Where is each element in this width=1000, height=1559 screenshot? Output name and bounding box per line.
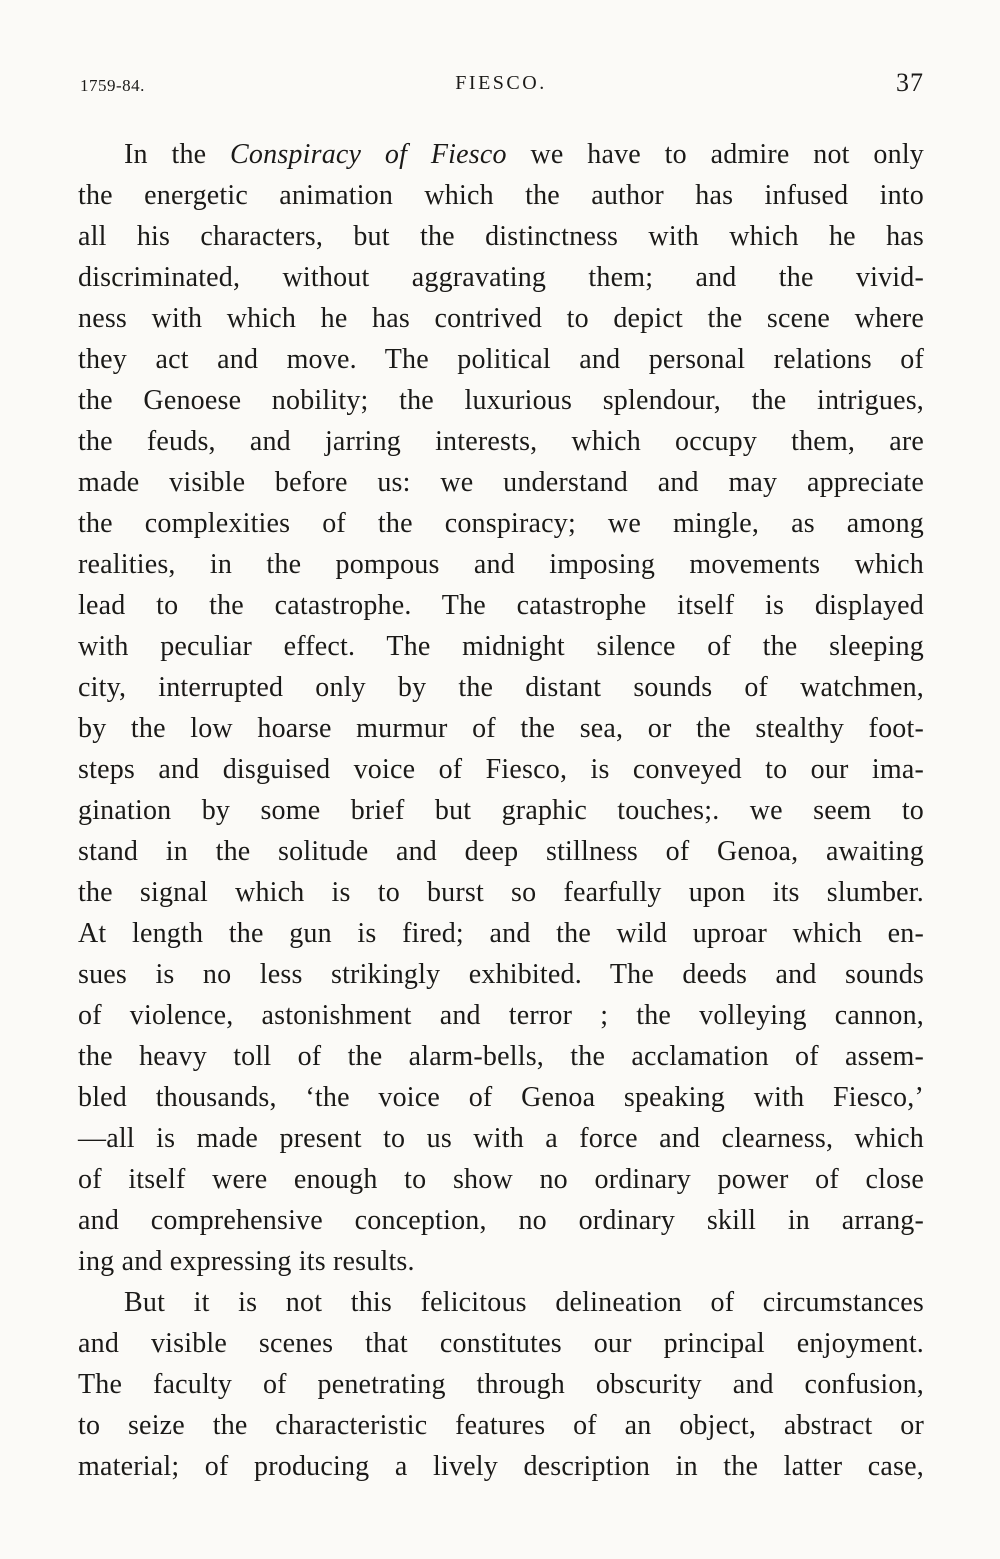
text-line: —all is made present to us with a force and clearness, which	[78, 1123, 924, 1154]
text-line: realities, in the pompous and imposing movements which	[78, 549, 924, 580]
page-body	[78, 134, 924, 1487]
text-line: But it is not this felicitous delineation of circumstances	[124, 1287, 924, 1318]
text-line: of violence, astonishment and terror ; the volleying cannon,	[78, 1000, 924, 1031]
page-header	[78, 66, 924, 110]
text-line: city, interrupted only by the distant sounds of watchmen,	[78, 672, 924, 703]
text-segment: In the	[124, 139, 231, 170]
text-line	[78, 134, 924, 175]
text-line: with peculiar effect. The midnight silence of the sleeping	[78, 631, 924, 662]
text-line: made visible before us: we understand and may appreciate	[78, 467, 924, 498]
text-line: ness with which he has contrived to depict the scene where	[78, 303, 924, 334]
paragraph	[78, 1282, 924, 1487]
text-line: the complexities of the conspiracy; we mingle, as among	[78, 508, 924, 539]
text-line: sues is no less strikingly exhibited. The deeds and sounds	[78, 959, 924, 990]
text-line: the signal which is to burst so fearfully upon its slumber.	[78, 877, 924, 908]
text-line: of itself were enough to show no ordinary power of close	[78, 1164, 924, 1195]
text-line: The faculty of penetrating through obscurity and confusion,	[78, 1369, 924, 1400]
text-line: At length the gun is fired; and the wild uproar which en-	[78, 918, 924, 949]
paragraph	[78, 134, 924, 1282]
text-line: to seize the characteristic features of an object, abstract or	[78, 1410, 924, 1441]
header-chapter-title: FIESCO.	[455, 72, 547, 94]
header-date-range: 1759-84.	[80, 76, 145, 95]
text-line: the heavy toll of the alarm-bells, the acclamation of assem-	[78, 1041, 924, 1072]
text-line: gination by some brief but graphic touches;. we seem to	[78, 795, 924, 826]
text-line: lead to the catastrophe. The catastrophe itself is displayed	[78, 590, 924, 621]
text-line: they act and move. The political and personal relations of	[78, 344, 924, 375]
text-line: discriminated, without aggravating them; and the vivid-	[78, 262, 924, 293]
text-line: material; of producing a lively description in the latter case,	[78, 1451, 924, 1482]
text-line: by the low hoarse murmur of the sea, or the stealthy foot-	[78, 713, 924, 744]
text-line: all his characters, but the distinctness with which he has	[78, 221, 924, 252]
text-line: the energetic animation which the author has infused into	[78, 180, 924, 211]
text-line: stand in the solitude and deep stillness of Genoa, awaiting	[78, 836, 924, 867]
text-line: and visible scenes that constitutes our principal enjoyment.	[78, 1328, 924, 1359]
text-segment: we have to admire not only	[506, 139, 924, 170]
text-line: the Genoese nobility; the luxurious splendour, the intrigues,	[78, 385, 924, 416]
page-number: 37	[896, 68, 924, 97]
text-line: ing and expressing its results.	[78, 1246, 415, 1277]
text-line: and comprehensive conception, no ordinary skill in arrang-	[78, 1205, 924, 1236]
italic-work-title: Conspiracy of Fiesco	[230, 139, 507, 170]
text-line: steps and disguised voice of Fiesco, is conveyed to our ima-	[78, 754, 924, 785]
text-line: bled thousands, ‘the voice of Genoa speaking with Fiesco,’	[78, 1082, 924, 1113]
text-line: the feuds, and jarring interests, which occupy them, are	[78, 426, 924, 457]
